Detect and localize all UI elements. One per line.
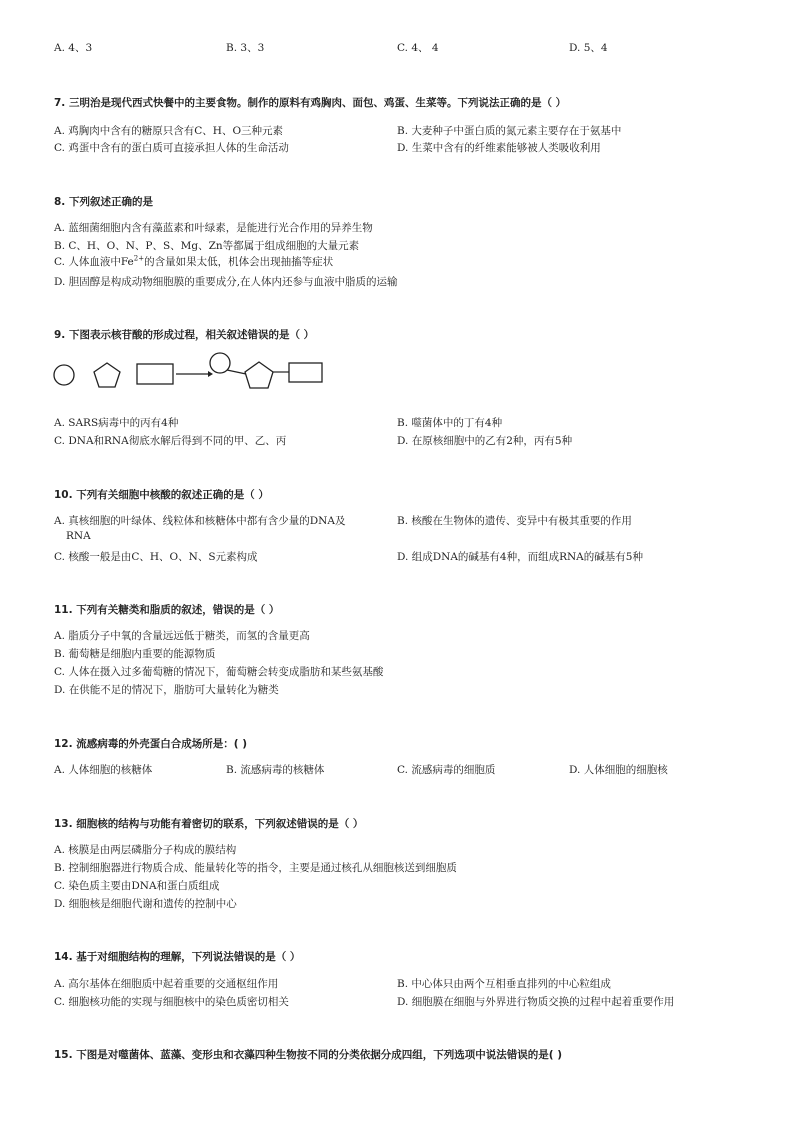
question-11-option-b: B. 葡萄糖是细胞内重要的能源物质	[54, 648, 216, 660]
question-10-option-d: D. 组成DNA的碱基有4种，而组成RNA的碱基有5种	[397, 551, 643, 563]
nucleotide-base-shape	[289, 363, 322, 382]
top-option-b: B. 3、3	[226, 42, 265, 54]
question-15-title: 15. 下图是对噬菌体、蓝藻、变形虫和衣藻四种生物按不同的分类依据分成四组，下列选项中说法错误的是( )	[54, 1049, 563, 1061]
question-9-option-c: C. DNA和RNA彻底水解后得到不同的甲、乙、丙	[54, 435, 287, 447]
question-7-option-d: D. 生菜中含有的纤维素能够被人类吸收利用	[397, 142, 601, 154]
question-13-option-d: D. 细胞核是细胞代谢和遗传的控制中心	[54, 898, 237, 910]
arrow-head	[208, 371, 213, 377]
question-8-option-c-superscript: 2+	[133, 254, 145, 263]
question-9-option-a: A. SARS病毒中的丙有4种	[54, 417, 179, 429]
question-11-option-a: A. 脂质分子中氧的含量远远低于糖类，而氢的含量更高	[54, 630, 310, 642]
question-14-title: 14. 基于对细胞结构的理解，下列说法错误的是（ ）	[54, 951, 301, 963]
question-8-option-d: D. 胆固醇是构成动物细胞膜的重要成分,在人体内还参与血液中脂质的运输	[54, 276, 398, 288]
pentose-pentagon-shape	[94, 363, 120, 387]
question-13-option-c: C. 染色质主要由DNA和蛋白质组成	[54, 880, 220, 892]
question-12-title: 12. 流感病毒的外壳蛋白合成场所是：( )	[54, 738, 248, 750]
question-12-option-b: B. 流感病毒的核糖体	[226, 764, 325, 776]
top-option-d: D. 5、4	[569, 42, 608, 54]
question-7-title: 7. 三明治是现代西式快餐中的主要食物。制作的原料有鸡胸肉、面包、鸡蛋、生菜等。下列说法正确的是（ ）	[54, 97, 567, 109]
question-14-option-d: D. 细胞膜在细胞与外界进行物质交换的过程中起着重要作用	[397, 996, 675, 1008]
top-option-a: A. 4、3	[54, 42, 93, 54]
phosphate-circle-shape	[54, 365, 74, 385]
question-11-title: 11. 下列有关糖类和脂质的叙述，错误的是（ ）	[54, 604, 280, 616]
question-12-option-a: A. 人体细胞的核糖体	[54, 764, 153, 776]
top-option-c: C. 4、 4	[397, 42, 439, 54]
question-8-title: 8. 下列叙述正确的是	[54, 196, 153, 208]
base-rect-shape	[137, 364, 173, 384]
question-10-title: 10. 下列有关细胞中核酸的叙述正确的是（ ）	[54, 489, 269, 501]
question-8-option-c-suffix: 的含量如果太低，机体会出现抽搐等症状	[144, 256, 334, 268]
question-7-option-b: B. 大麦种子中蛋白质的氮元素主要存在于氨基中	[397, 125, 622, 137]
question-8-option-a: A. 蓝细菌细胞内含有藻蓝素和叶绿素，是能进行光合作用的异养生物	[54, 222, 373, 234]
question-10-option-c: C. 核酸一般是由C、H、O、N、S元素构成	[54, 551, 258, 563]
question-13-option-b: B. 控制细胞器进行物质合成、能量转化等的指令，主要是通过核孔从细胞核送到细胞质	[54, 862, 457, 874]
question-7-option-a: A. 鸡胸肉中含有的糖原只含有C、H、O三种元素	[54, 125, 284, 137]
question-13-option-a: A. 核膜是由两层磷脂分子构成的膜结构	[54, 844, 237, 856]
question-12-option-c: C. 流感病毒的细胞质	[397, 764, 496, 776]
nucleotide-formation-diagram	[50, 352, 340, 407]
question-8-option-c	[54, 254, 333, 269]
question-9-option-b: B. 噬菌体中的丁有4种	[397, 417, 503, 429]
question-11-option-d: D. 在供能不足的情况下，脂肪可大量转化为糖类	[54, 684, 279, 696]
question-10-option-a-cont: RNA	[66, 530, 91, 542]
question-14-option-c: C. 细胞核功能的实现与细胞核中的染色质密切相关	[54, 996, 289, 1008]
question-11-option-c: C. 人体在摄入过多葡萄糖的情况下，葡萄糖会转变成脂肪和某些氨基酸	[54, 666, 384, 678]
question-13-title: 13. 细胞核的结构与功能有着密切的联系，下列叙述错误的是（ ）	[54, 818, 364, 830]
question-12-option-d: D. 人体细胞的细胞核	[569, 764, 668, 776]
question-7-option-c: C. 鸡蛋中含有的蛋白质可直接承担人体的生命活动	[54, 142, 289, 154]
question-10-option-b: B. 核酸在生物体的遗传、变异中有极其重要的作用	[397, 515, 632, 527]
question-14-option-a: A. 高尔基体在细胞质中起着重要的交通枢纽作用	[54, 978, 279, 990]
question-14-option-b: B. 中心体只由两个互相垂直排列的中心粒组成	[397, 978, 611, 990]
question-8-option-c-prefix: C. 人体血液中Fe	[54, 256, 134, 268]
question-10-option-a: A. 真核细胞的叶绿体、线粒体和核糖体中都有含少量的DNA及	[54, 515, 346, 527]
question-8-option-b: B. C、H、O、N、P、S、Mg、Zn等都属于组成细胞的大量元素	[54, 240, 360, 252]
nucleotide-pentose-shape	[245, 362, 273, 388]
question-9-title: 9. 下图表示核苷酸的形成过程，相关叙述错误的是（ ）	[54, 329, 315, 341]
phosphate-sugar-bond	[227, 370, 246, 374]
question-9-option-d: D. 在原核细胞中的乙有2种，丙有5种	[397, 435, 573, 447]
